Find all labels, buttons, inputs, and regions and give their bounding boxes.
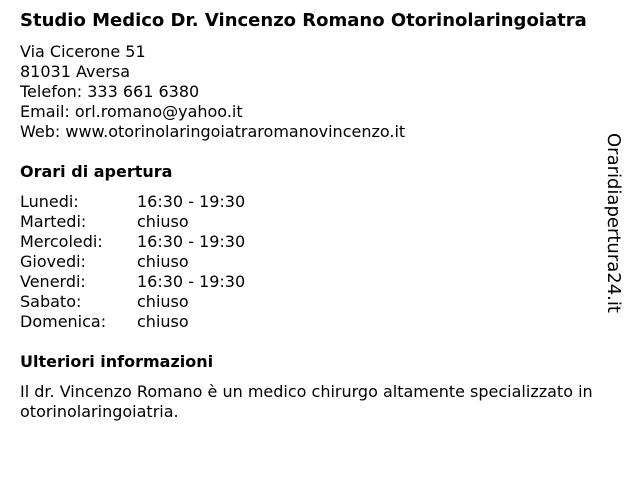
day-label: Domenica: <box>20 312 107 331</box>
hours-row-friday <box>20 272 610 292</box>
hours-row-saturday <box>20 292 610 312</box>
day-label: Sabato: <box>20 292 82 311</box>
day-label: Martedi: <box>20 212 87 231</box>
further-info-heading: Ulteriori informazioni <box>20 352 214 371</box>
listing-content <box>20 10 610 422</box>
website: Web: www.otorinolaringoiatraromanovincenzo.it <box>20 122 406 141</box>
day-hours: 16:30 - 19:30 <box>137 232 246 251</box>
day-label: Mercoledi: <box>20 232 103 251</box>
email-address: Email: orl.romano@yahoo.it <box>20 102 243 121</box>
day-hours: chiuso <box>137 292 189 311</box>
address-block <box>20 42 610 142</box>
phone-number: Telefon: 333 661 6380 <box>20 82 200 101</box>
hours-row-sunday <box>20 312 610 332</box>
day-hours: chiuso <box>137 212 189 231</box>
street-address: Via Cicerone 51 <box>20 42 146 61</box>
day-hours: 16:30 - 19:30 <box>137 272 246 291</box>
further-info-text: Il dr. Vincenzo Romano è un medico chirurgo altamente specializzato in otorinolaringoiatria. <box>20 382 593 421</box>
day-hours: 16:30 - 19:30 <box>137 192 246 211</box>
opening-hours-table <box>20 192 610 332</box>
day-label: Giovedi: <box>20 252 86 271</box>
opening-hours-heading: Orari di apertura <box>20 162 173 181</box>
day-label: Lunedi: <box>20 192 79 211</box>
day-label: Venerdi: <box>20 272 86 291</box>
hours-row-tuesday <box>20 212 610 232</box>
hours-row-monday <box>20 192 610 212</box>
city-postcode: 81031 Aversa <box>20 62 131 81</box>
page-title: Studio Medico Dr. Vincenzo Romano Otorinolaringoiatra <box>20 10 587 31</box>
day-hours: chiuso <box>137 312 189 331</box>
hours-row-wednesday <box>20 232 610 252</box>
hours-row-thursday <box>20 252 610 272</box>
day-hours: chiuso <box>137 252 189 271</box>
